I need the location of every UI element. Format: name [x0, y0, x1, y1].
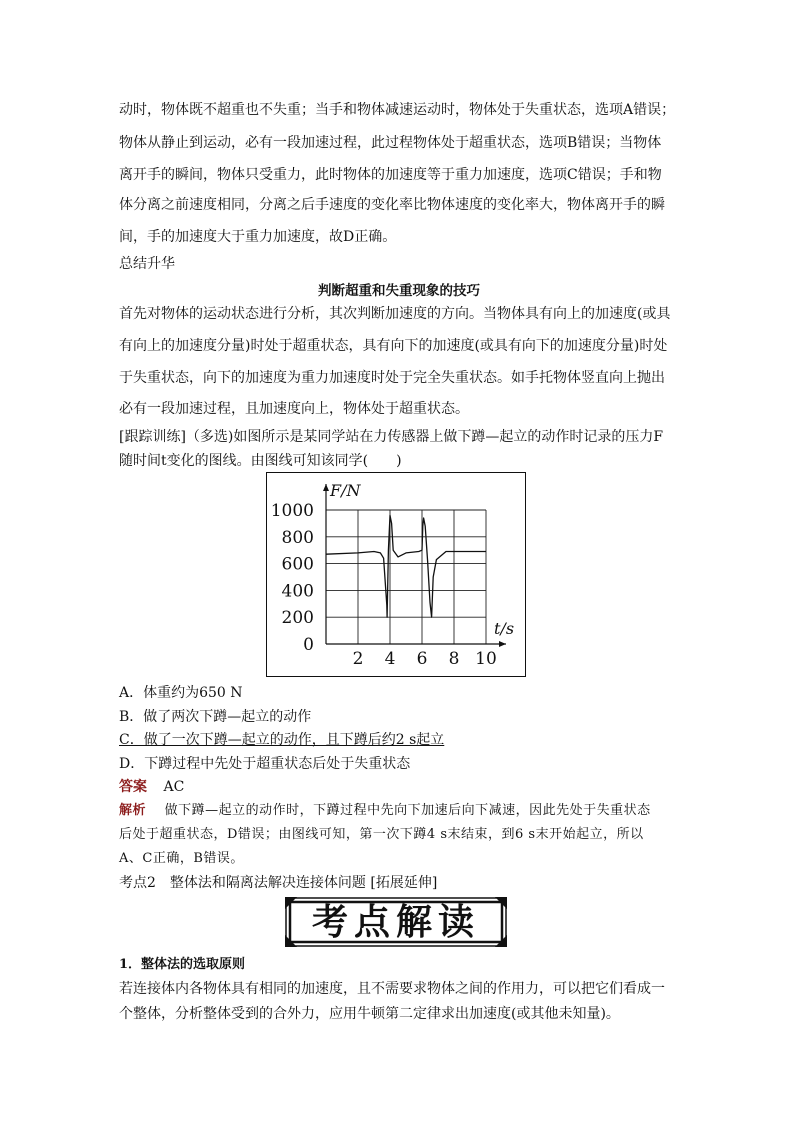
- analysis-line: A、C正确，B错误。: [119, 851, 244, 866]
- paragraph-line: 首先对物体的运动状态进行分析，其次判断加速度的方向。当物体具有向上的加速度(或具: [119, 306, 671, 322]
- y-tick-label: 1000: [270, 501, 314, 521]
- rule-heading: 1．整体法的选取原则: [119, 957, 246, 972]
- option-c: C．做了一次下蹲—起立的动作，且下蹲后约2 s起立: [119, 732, 445, 748]
- paragraph-line: 离开手的瞬间，物体只受重力，此时物体的加速度等于重力加速度，选项C错误；手和物: [119, 167, 662, 183]
- exercise-line: [跟踪训练]（多选)如图所示是某同学站在力传感器上做下蹲—起立的动作时记录的压力F: [119, 429, 664, 445]
- analysis-row: [119, 802, 651, 820]
- paragraph-line: 若连接体内各物体具有相同的加速度，且不需要求物体之间的作用力，可以把它们看成一: [119, 981, 665, 997]
- x-tick-label: 2: [352, 649, 364, 669]
- exercise-line: 随时间t变化的图线。由图线可知该同学( ): [119, 453, 402, 469]
- paragraph-line: 必有一段加速过程，且加速度向上，物体处于超重状态。: [119, 401, 469, 417]
- option-d: D．下蹲过程中先处于超重状态后处于失重状态: [119, 756, 411, 772]
- y-tick-label: 0: [303, 635, 314, 655]
- paragraph-line: 个整体，分析整体受到的合外力，应用牛顿第二定律求出加速度(或其他未知量)。: [119, 1006, 620, 1022]
- answer-row: [119, 778, 184, 796]
- section-heading: 考点2 整体法和隔离法解决连接体问题 [拓展延伸]: [119, 875, 438, 891]
- paragraph-line: 动时，物体既不超重也不失重；当手和物体减速运动时，物体处于失重状态，选项A错误；: [119, 102, 676, 118]
- answer-label: 答案: [119, 779, 147, 795]
- paragraph-line: 于失重状态，向下的加速度为重力加速度时处于完全失重状态。如手托物体竖直向上抛出: [119, 370, 665, 386]
- tips-title: 判断超重和失重现象的技巧: [318, 283, 480, 299]
- analysis-label: 解析: [119, 803, 147, 818]
- y-tick-label: 800: [281, 527, 314, 548]
- option-b: B．做了两次下蹲—起立的动作: [119, 709, 312, 725]
- paragraph-line: 有向上的加速度分量)时处于超重状态，具有向下的加速度(或具有向下的加速度分量)时处: [119, 338, 668, 354]
- x-tick-label: 6: [416, 649, 428, 669]
- banner-title: 考点解读: [311, 901, 480, 943]
- x-axis-label: t/s: [494, 619, 515, 638]
- y-tick-label: 200: [281, 608, 314, 629]
- x-tick-label: 4: [384, 649, 396, 669]
- summary-heading: 总结升华: [119, 256, 175, 272]
- y-tick-label: 400: [281, 581, 314, 602]
- force-time-chart: [266, 472, 526, 677]
- paragraph-line: 间，手的加速度大于重力加速度，故D正确。: [119, 229, 397, 245]
- x-tick-label: 10: [475, 649, 497, 669]
- y-axis-label: F/N: [330, 481, 361, 500]
- analysis-line: 后处于超重状态，D错误；由图线可知，第一次下蹲4 s末结束，到6 s末开始起立，所以: [119, 827, 644, 842]
- analysis-line: 做下蹲—起立的动作时，下蹲过程中先向下加速后向下减速，因此先处于失重状态: [164, 803, 651, 818]
- paragraph-line: 物体从静止到运动，必有一段加速过程，此过程物体处于超重状态，选项B错误；当物体: [119, 135, 662, 151]
- answer-value: AC: [163, 779, 185, 795]
- paragraph-line: 体分离之前速度相同，分离之后手速度的变化率比物体速度的变化率大，物体离开手的瞬: [119, 197, 665, 213]
- x-tick-label: 8: [448, 649, 460, 669]
- option-a: A．体重约为650 N: [119, 685, 243, 701]
- y-tick-label: 600: [281, 554, 314, 575]
